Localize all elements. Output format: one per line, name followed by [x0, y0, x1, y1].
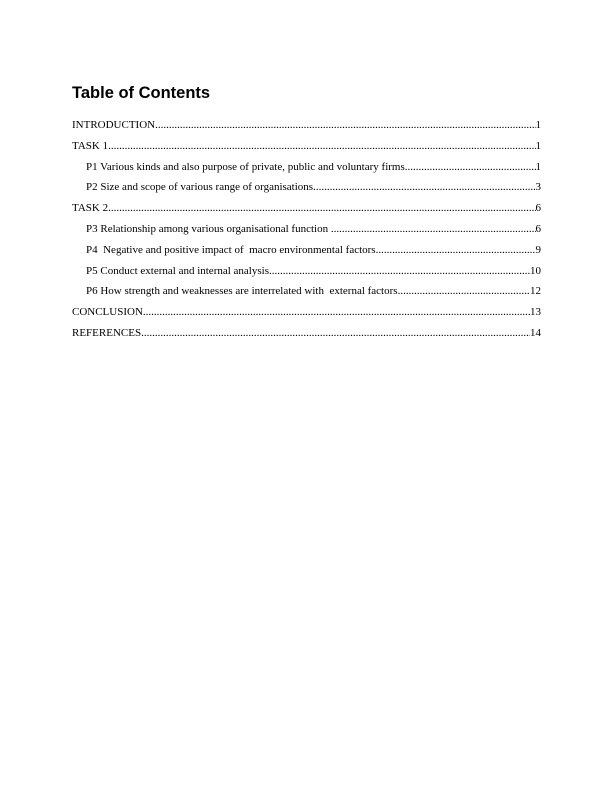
toc-entry-text: P2 Size and scope of various range of organisations — [86, 181, 314, 194]
toc-entry-task-2[interactable] — [72, 201, 541, 222]
toc-dot-leader — [398, 284, 530, 298]
toc-entry-references[interactable] — [72, 326, 541, 347]
toc-page-number: 6 — [535, 222, 541, 235]
toc-dot-leader — [141, 326, 530, 340]
toc-entry-p5[interactable] — [72, 264, 541, 285]
toc-entry-p6[interactable] — [72, 284, 541, 305]
toc-page-number: 1 — [535, 119, 541, 131]
toc-entry-introduction[interactable] — [72, 118, 541, 139]
toc-dot-leader — [155, 118, 535, 132]
toc-page-number: 1 — [535, 160, 541, 173]
toc-entry-p2[interactable] — [72, 180, 541, 201]
toc-dot-leader — [108, 139, 535, 153]
toc-page-number: 3 — [535, 181, 541, 194]
toc-entry-text: CONCLUSION — [72, 306, 143, 319]
toc-entry-p1[interactable] — [72, 160, 541, 181]
toc-entry-text: TASK 1 — [72, 139, 109, 152]
toc-dot-leader — [313, 180, 535, 194]
toc-dot-leader — [376, 243, 536, 257]
toc-page-number: 10 — [530, 264, 541, 277]
toc-page-number: 14 — [530, 326, 541, 339]
toc-entry-conclusion[interactable] — [72, 305, 541, 326]
toc-dot-leader — [269, 264, 530, 278]
toc-page-number: 9 — [535, 243, 541, 256]
toc-entry-text: P1 Various kinds and also purpose of private, public and voluntary firms — [86, 160, 405, 173]
toc-page-number: 13 — [530, 306, 541, 319]
toc-page-number: 6 — [535, 202, 541, 215]
toc-title: Table of Contents — [72, 84, 211, 102]
toc-dot-leader — [143, 305, 530, 319]
toc-dot-leader — [108, 201, 535, 215]
toc-entry-task-1[interactable] — [72, 139, 541, 160]
toc-entry-p4[interactable] — [72, 243, 541, 264]
toc-dot-leader — [331, 222, 536, 236]
toc-entry-text: P3 Relationship among various organisational function — [86, 222, 331, 235]
toc-entry-text: P6 How strength and weaknesses are interrelated with external factors — [86, 285, 398, 298]
toc-page-number: 12 — [530, 285, 541, 298]
toc-entry-text: REFERENCES — [72, 326, 142, 339]
toc-dot-leader — [405, 160, 536, 174]
toc-list — [72, 118, 541, 347]
toc-page-number: 1 — [535, 139, 541, 152]
toc-entry-text: P5 Conduct external and internal analysis — [86, 264, 269, 277]
toc-entry-text: TASK 2 — [72, 202, 109, 215]
toc-entry-text: P4 Negative and positive impact of macro environmental factors — [86, 243, 376, 256]
toc-entry-p3[interactable] — [72, 222, 541, 243]
toc-entry-text: INTRODUCTION — [72, 119, 156, 131]
